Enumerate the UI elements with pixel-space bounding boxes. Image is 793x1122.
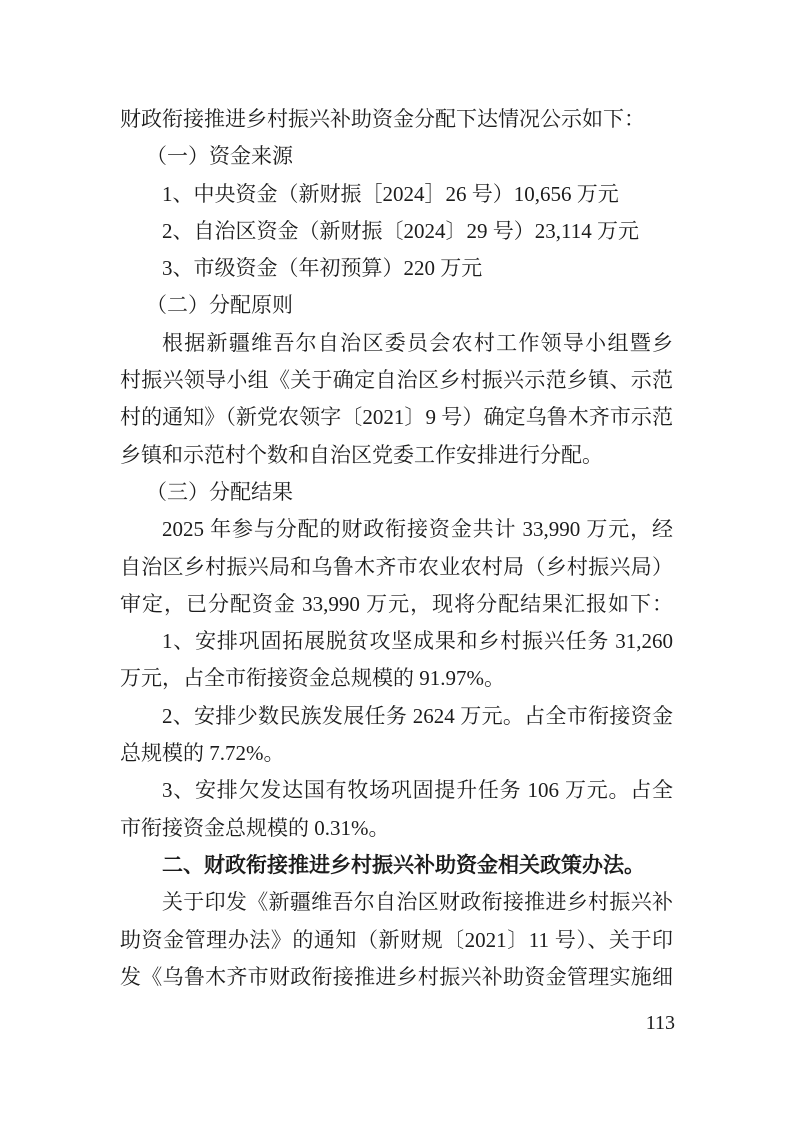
text-line: 根据新疆维吾尔自治区委员会农村工作领导小组暨乡 xyxy=(162,330,673,355)
text-line: 万元，占全市衔接资金总规模的 91.97%。 xyxy=(120,666,505,691)
subsection-heading-funding-source: （一）资金来源 xyxy=(146,144,293,169)
text-line: 总规模的 7.72%。 xyxy=(120,741,285,766)
text-line: 2025 年参与分配的财政衔接资金共计 33,990 万元，经 xyxy=(162,517,673,542)
text-line: 自治区乡村振兴局和乌鲁木齐市农业农村局（乡村振兴局） xyxy=(120,554,673,579)
list-item-farm-task: 3、安排欠发达国有牧场巩固提升任务 106 万元。占全 xyxy=(162,778,673,803)
text-line: 审定，已分配资金 33,990 万元，现将分配结果汇报如下： xyxy=(120,591,673,616)
paragraph-continuation-line: 财政衔接推进乡村振兴补助资金分配下达情况公示如下： xyxy=(120,107,645,131)
text-line: 村振兴领导小组《关于确定自治区乡村振兴示范乡镇、示范 xyxy=(120,368,673,393)
text-line: 关于印发《新疆维吾尔自治区财政衔接推进乡村振兴补 xyxy=(162,890,673,915)
subsection-heading-allocation-principle: （二）分配原则 xyxy=(146,293,293,318)
text-line: 乡镇和示范村个数和自治区党委工作安排进行分配。 xyxy=(120,442,603,467)
document-body xyxy=(120,101,673,996)
list-item-central-funds: 1、中央资金（新财振［2024］26 号）10,656 万元 xyxy=(162,181,619,206)
list-item-city-funds: 3、市级资金（年初预算）220 万元 xyxy=(162,256,483,281)
section-heading-policy-measures: 二、财政衔接推进乡村振兴补助资金相关政策办法。 xyxy=(162,852,645,877)
subsection-heading-allocation-result: （三）分配结果 xyxy=(146,479,293,504)
list-item-poverty-task: 1、安排巩固拓展脱贫攻坚成果和乡村振兴任务 31,260 xyxy=(162,629,673,654)
text-line: 助资金管理办法》的通知（新财规〔2021〕11 号）、关于印 xyxy=(120,927,673,952)
list-item-minority-task: 2、安排少数民族发展任务 2624 万元。占全市衔接资金 xyxy=(162,703,673,728)
page-number: 113 xyxy=(645,1012,675,1034)
text-line: 发《乌鲁木齐市财政衔接推进乡村振兴补助资金管理实施细 xyxy=(120,964,673,989)
text-line: 市衔接资金总规模的 0.31%。 xyxy=(120,815,390,840)
list-item-region-funds: 2、自治区资金（新财振〔2024〕29 号）23,114 万元 xyxy=(162,218,639,243)
text-line: 村的通知》（新党农领字〔2021〕9 号）确定乌鲁木齐市示范 xyxy=(120,405,673,430)
